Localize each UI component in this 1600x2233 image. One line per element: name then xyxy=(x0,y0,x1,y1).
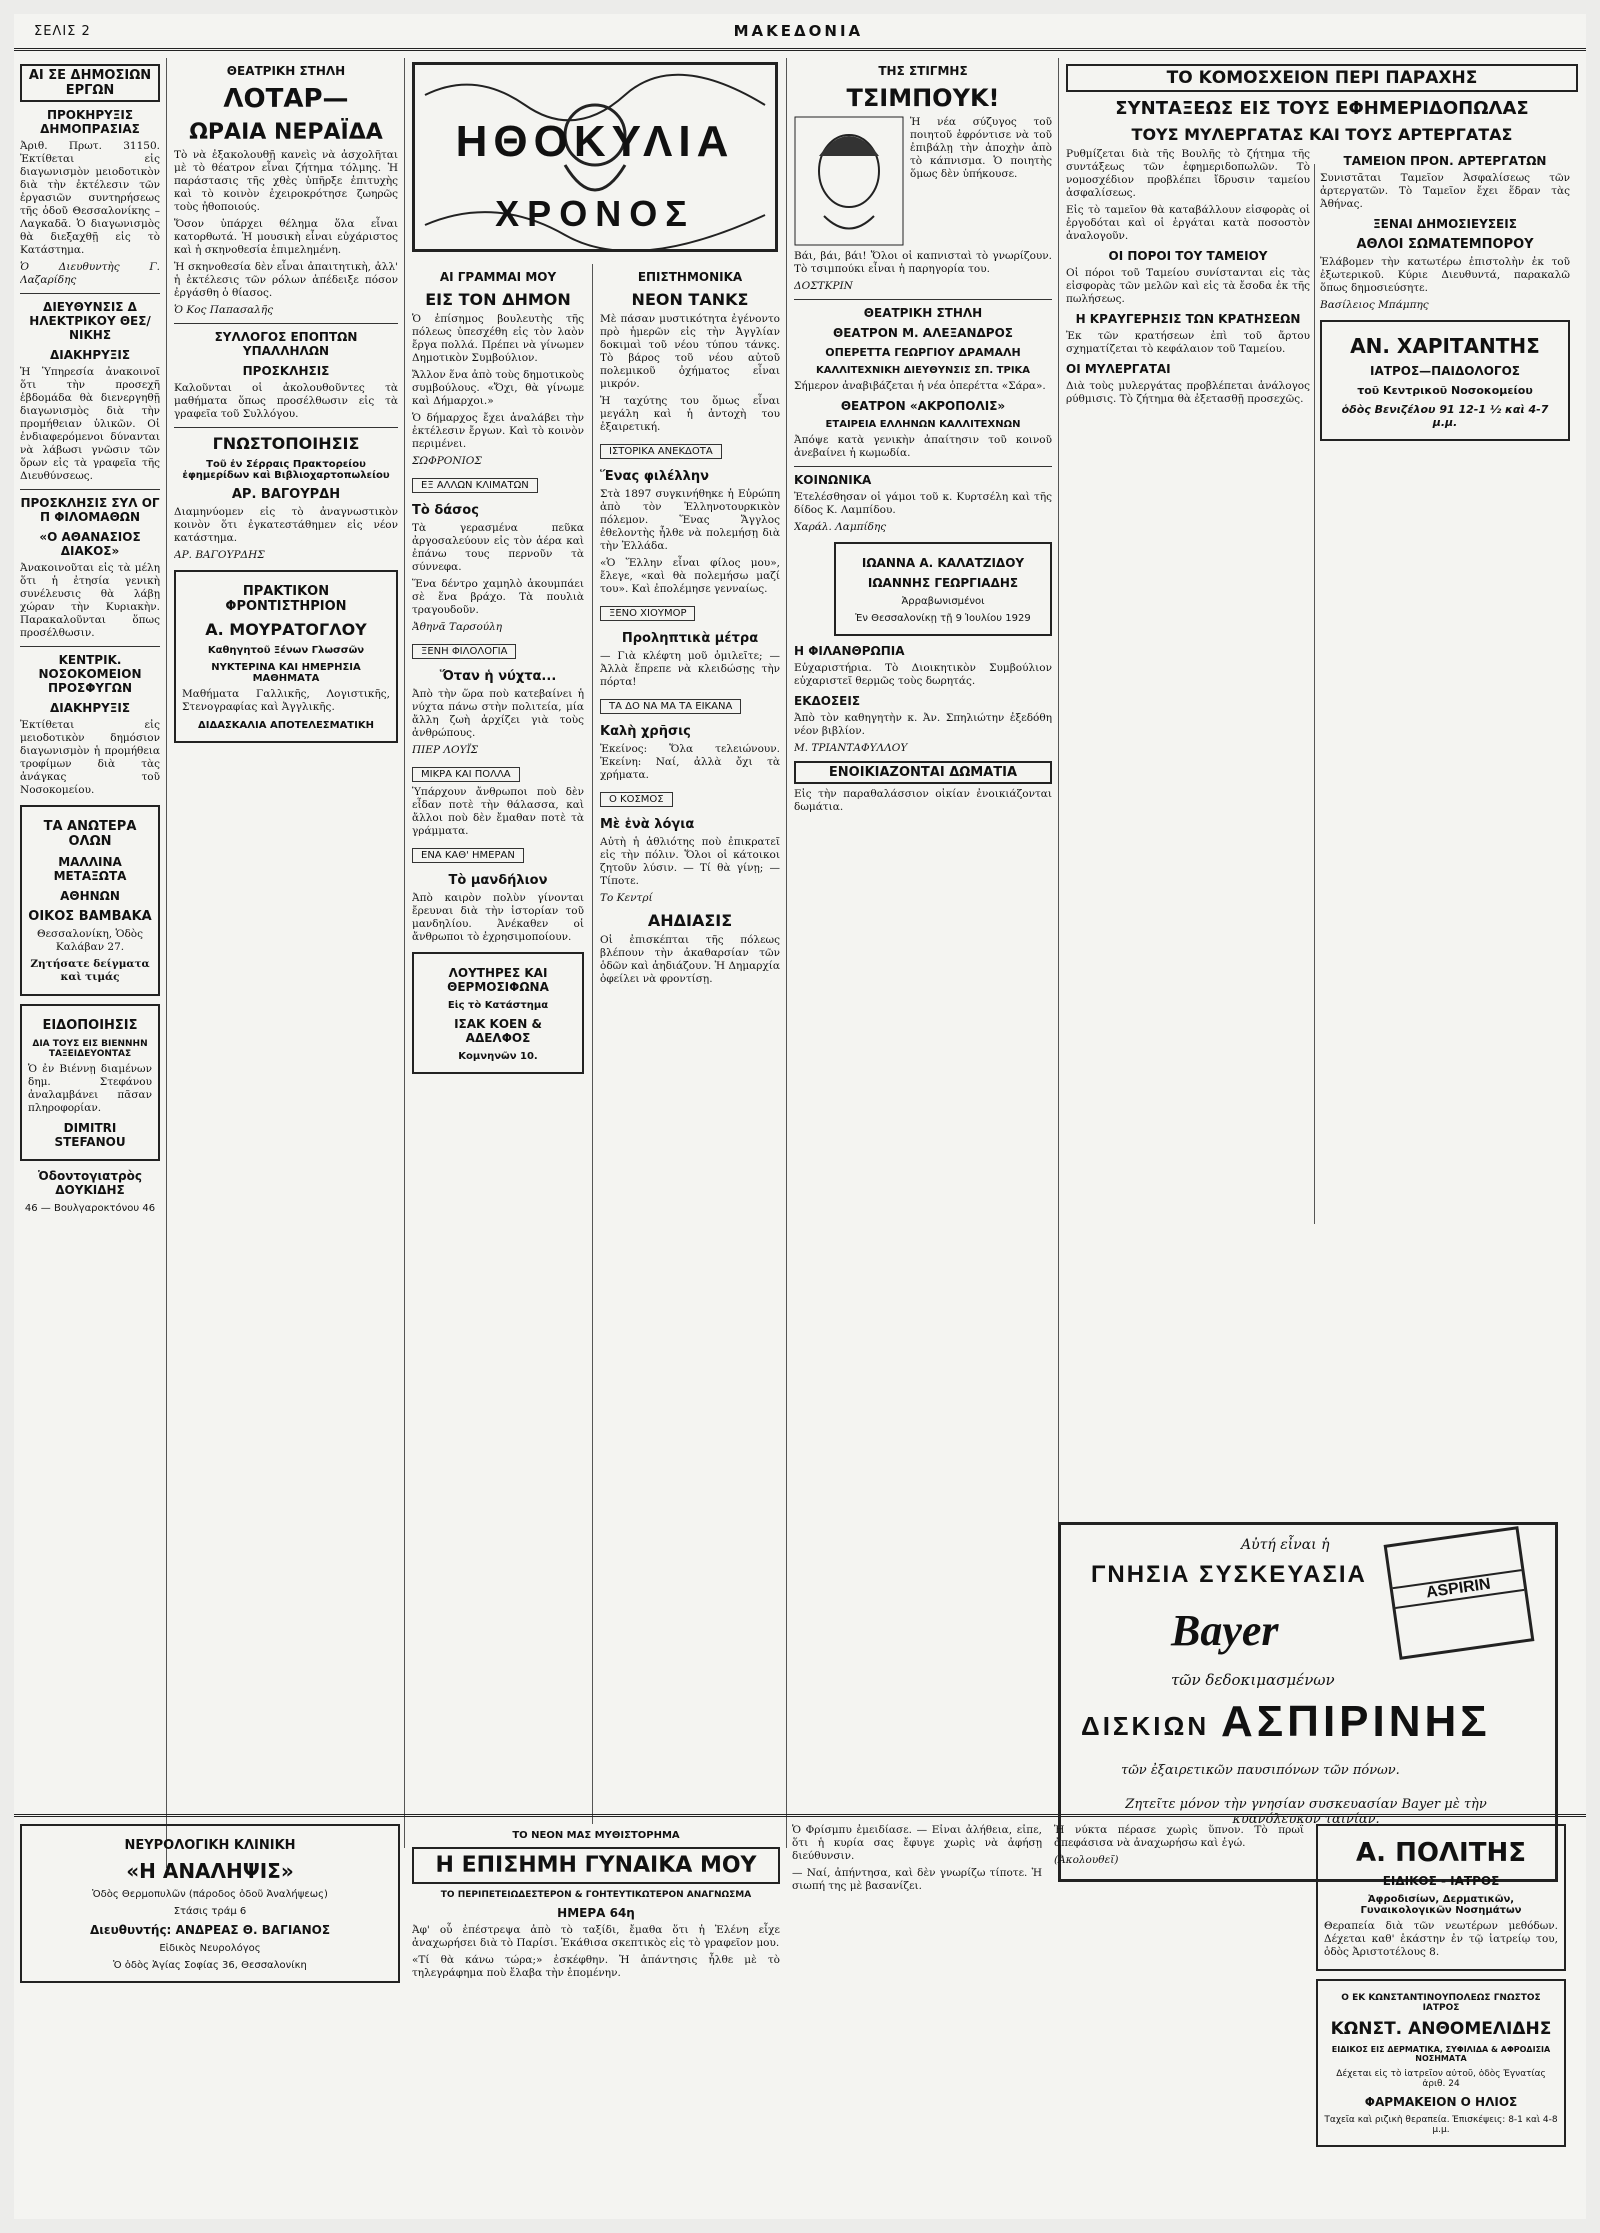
notice-title: ΓΝΩΣΤΟΠΟΙΗΣΙΣ xyxy=(212,434,360,453)
bottom-left-ads xyxy=(20,1824,400,2214)
article-title: ΝΕΟΝ ΤΑΝΚΣ xyxy=(631,290,749,309)
notice-subtitle: Τοῦ ἐν Σέρραις Πρακτορείου ἐφημερίδων καὶ Βιβλιοχαρτοπωλείου xyxy=(182,459,390,481)
ad-hours: Ταχεῖα καὶ ριζικὴ θεραπεία. Ἐπισκέψεις: 8-1 καὶ 4-8 μ.μ. xyxy=(1324,2115,1558,2135)
ornament-banner xyxy=(412,62,778,252)
article-title: Προληπτικὰ μέτρα xyxy=(621,631,759,646)
ad-line: ΔΙΣΚΙΩΝ xyxy=(1081,1711,1210,1741)
ad-name: ΚΩΝΣΤ. ΑΝΘΟΜΕΛΙΔΗΣ xyxy=(1330,2019,1552,2039)
column-theatre xyxy=(174,58,398,1848)
ad-subtitle: ΕΙΔΙΚΟΣ ΕΙΣ ΔΕΡΜΑΤΙΚΑ, ΣΥΦΙΛΙΔΑ & ΑΦΡΟΔΙΣΙΑ ΝΟΣΗΜΑΤΑ xyxy=(1331,2045,1551,2063)
article-title: ΛΟΤΑΡ— xyxy=(223,84,349,114)
novel-header xyxy=(412,1824,780,1984)
ad-title: ΤΑ ΑΝΩΤΕΡΑ ΟΛΩΝ xyxy=(43,819,137,849)
novel-day: ΗΜΕΡΑ 64η xyxy=(557,1906,635,1920)
ad-address: Ὁ ὁδὸς Ἁγίας Σοφίας 36, Θεσσαλονίκη xyxy=(113,1960,307,1971)
engagement-name: ΙΩΑΝΝΑ Α. ΚΑΛΑΤΖΙΔΟΥ xyxy=(861,556,1025,570)
ad-title: ΠΡΑΚΤΙΚΟΝ ΦΡΟΝΤΙΣΤΗΡΙΟΝ xyxy=(225,584,347,614)
article-title: ΤΣΙΜΠΟΥΚ! xyxy=(846,84,1000,112)
article-subtitle: ΤΑΜΕΙΟΝ ΠΡΟΝ. ΑΡΤΕΡΓΑΤΩΝ xyxy=(1343,154,1547,168)
newspaper-page xyxy=(14,14,1586,2219)
ad-line: ΑΘΗΝΩΝ xyxy=(60,889,120,903)
theatre-company: ΕΤΑΙΡΕΙΑ ΕΛΛΗΝΩΝ ΚΑΛΛΙΤΕΧΝΩΝ xyxy=(825,419,1021,430)
notice-name: ΑΡ. ΒΑΓΟΥΡΔΗ xyxy=(231,487,341,502)
column-science xyxy=(600,264,780,1804)
theatre-company: ΟΠΕΡΕΤΤΑ ΓΕΩΡΓΙΟΥ ΔΡΑΜΑΛΗ xyxy=(825,346,1021,359)
section-divider xyxy=(14,1814,1586,1817)
section-label: ΜΙΚΡΑ ΚΑΙ ΠΟΛΛΑ xyxy=(412,767,520,782)
section-label: ΕΠΙΣΤΗΜΟΝΙΚΑ xyxy=(637,270,743,284)
ad-boilers-box xyxy=(412,952,584,1074)
article-title: Ἕνας φιλέλλην xyxy=(600,469,709,484)
ad-tagline: Ζητήσατε δείγματα καὶ τιμάς xyxy=(30,958,150,983)
article-title: Καλὴ χρῆσις xyxy=(600,724,691,739)
notice-title: ΣΥΛΛΟΓΟΣ ΕΠΟΠΤΩΝ ΥΠΑΛΛΗΛΩΝ xyxy=(214,330,358,358)
article-text: Ἐκ τῶν κρατήσεων ἐπὶ τοῦ ἄρτου σχηματίζεται τὸ κεφάλαιον τοῦ Ταμείου. xyxy=(1066,330,1310,355)
notice-subtitle: ΠΡΟΣΚΛΗΣΙΣ xyxy=(242,364,330,378)
ad-line: Στάσις τράμ 6 xyxy=(173,1906,247,1917)
ad-shop: ΟΙΚΟΣ ΒΑΜΒΑΚΑ xyxy=(28,909,152,924)
article-title: ΕΙΣ ΤΟΝ ΔΗΜΟΝ xyxy=(425,290,571,309)
ad-director: Διευθυντής: ΑΝΔΡΕΑΣ Θ. ΒΑΓΙΑΝΟΣ xyxy=(89,1923,331,1937)
ad-anthomelidis-box xyxy=(1316,1979,1566,2147)
theatre-direction: ΚΑΛΛΙΤΕΧΝΙΚΗ ΔΙΕΥΘΥΝΣΙΣ ΣΠ. ΤΡΙΚΑ xyxy=(815,365,1031,376)
article-title: Τὸ δάσος xyxy=(412,503,479,518)
dentist-name: Ὀδοντογιατρὸς ΔΟΥΚΙΔΗΣ xyxy=(38,1169,142,1197)
ad-subtitle: Καθηγητοῦ Ξένων Γλωσσῶν xyxy=(207,645,365,656)
ad-line: τῶν ἐξαιρετικῶν παυσιπόνων τῶν πόνων. xyxy=(1121,1763,1400,1778)
column-rule xyxy=(1058,58,1059,1538)
article-title: Μὲ ἑνὰ λόγια xyxy=(600,817,695,832)
article-title: ΩΡΑΙΑ ΝΕΡΑΪΔΑ xyxy=(189,120,383,145)
ad-name: «Η ΑΝΑΛΗΨΙΣ» xyxy=(126,1859,294,1883)
section-label: ΕΝΑ ΚΑΘ' ΗΜΕΡΑΝ xyxy=(412,848,524,863)
section-label: ΚΟΙΝΩΝΙΚΑ xyxy=(794,473,872,487)
article-signature: ΣΩΦΡΟΝΙΟΣ xyxy=(412,455,482,467)
ad-tagline: Ζητεῖτε μόνον τὴν γνησίαν συσκευασίαν Bayer μὲ τὴν κυανόλευκον ταινίαν. xyxy=(1125,1797,1487,1827)
article-text: Ἐκείνος: Ὅλα τελειώνουν. Ἐκείνη: Ναί, ἀλλὰ ὄχι τὰ χρήματα. xyxy=(600,743,780,781)
novel-text: Ἀφ' οὗ ἐπέστρεψα ἀπὸ τὸ ταξίδι, ἔμαθα ὅτι ἡ Ἐλένη εἶχε ἀναχωρήσει διὰ τὸ Παρίσι. Ἐκάθισα σκεπτικὸς εἰς τὸ γραφεῖον μου. xyxy=(412,1924,780,1949)
article-text: Ὅσον ὑπάρχει θέλημα ὅλα εἶναι κατορθωτά. Ἡ μουσικὴ εἶναι εὐχάριστος καὶ ἡ σκηνοθεσία ἐπιμελημένη. xyxy=(174,218,398,256)
ad-neurology-box xyxy=(20,1824,400,1983)
ad-title: ΓΝΗΣΙΑ ΣΥΣΚΕΥΑΣΙΑ xyxy=(1091,1561,1367,1588)
article-text: Τὸ νὰ ἐξακολουθῇ κανεὶς νὰ ἀσχολῆται μὲ τὸ θέατρον εἶναι ζήτημα τόλμης. Ἡ παράστασις τῆς χθὲς ὑπῆρξε ἐπιτυχὴς καὶ τὸ κοινὸν ἐχειροκρότησε ζωηρῶς τοὺς ἠθοποιούς. xyxy=(174,149,398,213)
ad-address: Δέχεται εἰς τὸ ἰατρεῖον αὐτοῦ, ὁδὸς Ἐγνατίας ἀριθ. 24 xyxy=(1336,2069,1546,2089)
article-text: Ἐλάβομεν τὴν κατωτέρω ἐπιστολὴν ἐκ τοῦ ἐξωτερικοῦ. Κύριε Διευθυντά, παρακαλῶ ὅπως δημοσιεύσητε. xyxy=(1320,256,1570,294)
section-label: ΙΣΤΟΡΙΚΑ ΑΝΕΚΔΟΤΑ xyxy=(600,444,722,459)
ad-title: ΙΑΤΡΟΣ—ΠΑΙΔΟΛΟΓΟΣ xyxy=(1370,364,1520,378)
ad-pharmacy: ΦΑΡΜΑΚΕΙΟΝ Ο ΗΛΙΟΣ xyxy=(1364,2095,1518,2109)
article-subtitle: Η ΚΡΑΥΓΕΡΗΣΙΣ ΤΩΝ ΚΡΑΤΗΣΕΩΝ xyxy=(1075,312,1301,326)
notice-title: ΔΙΕΥΘΥΝΣΙΣ Δ ΗΛΕΚΤΡΙΚΟΥ ΘΕΣ/ΝΙΚΗΣ xyxy=(29,300,151,342)
article-title: ΤΟΥΣ ΜΥΛΕΡΓΑΤΑΣ ΚΑΙ ΤΟΥΣ ΑΡΤΕΡΓΑΤΑΣ xyxy=(1131,125,1513,144)
article-text: Οἱ πόροι τοῦ Ταμείου συνίστανται εἰς τὰς εἰσφορὰς τῶν μελῶν καὶ εἰς τὰ ἔσοδα ἐκ τῆς πωλήσεως. xyxy=(1066,267,1310,305)
article-text: «Ὁ Ἕλλην εἶναι φίλος μου», ἔλεγε, «καὶ θὰ πολεμήσω μαζί του». Καὶ ἐπολέμησε γενναίως. xyxy=(600,557,780,595)
ad-line: Αὐτή εἶναι ἡ xyxy=(1241,1537,1330,1553)
novel-continued: (Ἀκολουθεῖ) xyxy=(1054,1854,1119,1866)
ad-line: Εἰδικὸς Νευρολόγος xyxy=(159,1943,261,1954)
rooms-title: ΕΝΟΙΚΙΑΖΟΝΤΑΙ ΔΩΜΑΤΙΑ xyxy=(794,761,1052,784)
package-label: ASPIRIN xyxy=(1393,1569,1525,1609)
dentist-address: 46 — Βουλγαροκτόνου 46 xyxy=(24,1203,156,1214)
engagement-name: ΙΩΑΝΝΗΣ ΓΕΩΡΓΙΑΔΗΣ xyxy=(867,576,1019,590)
article-text: Ὁ δήμαρχος ἔχει ἀναλάβει τὴν ἐκτέλεσιν ἔργων. Καὶ τὸ κοινὸν περιμένει. xyxy=(412,412,584,450)
page-number: ΣΕΛΙΣ 2 xyxy=(34,23,91,39)
column-rule xyxy=(786,58,787,1848)
article-title: Τὸ μανδήλιον xyxy=(448,873,548,888)
notice-subtitle: «Ο ΑΘΑΝΑΣΙΟΣ ΔΙΑΚΟΣ» xyxy=(39,530,141,558)
article-text: — Γιὰ κλέφτη μοῦ ὁμιλεῖτε; — Ἀλλὰ ἔπρεπε νὰ κλειδώσῃς τὴν πόρτα! xyxy=(600,650,780,688)
article-text: Ὑπάρχουν ἄνθρωποι ποὺ δὲν εἶδαν ποτὲ τὴν θάλασσα, καὶ ἄλλοι ποὺ δὲν ἔμαθαν ποτὲ τὰ γράμματα. xyxy=(412,786,584,837)
ad-silk-box xyxy=(20,805,160,996)
article-text: Ἕνα δέντρο χαμηλὸ ἀκουμπάει σὲ ἕνα βράχο. Τὰ πουλιὰ τραγουδοῦν. xyxy=(412,578,584,616)
ad-product: ΑΣΠΙΡΙΝΗΣ xyxy=(1221,1697,1491,1746)
bottom-doctor-ads xyxy=(1316,1824,1566,2155)
section-label: ΞΕΝΗ ΦΙΛΟΛΟΓΙΑ xyxy=(412,644,516,659)
article-text: Ἀπὸ τὴν ὥρα ποὺ κατεβαίνει ἡ νύχτα πάνω στὴν πολιτεία, μία ἄλλη ζωὴ ἀρχίζει γιὰ τοὺς ἀνθρώπους. xyxy=(412,688,584,739)
section-label: ΘΕΑΤΡΙΚΗ ΣΤΗΛΗ xyxy=(863,306,983,320)
newspaper-title: ΜΑΚΕΔΟΝΙΑ xyxy=(733,22,864,40)
section-label: ΕΞ ΑΛΛΩΝ ΚΛΙΜΑΤΩΝ xyxy=(412,478,538,493)
article-signature: Ὁ Κος Παπασαλῆς xyxy=(174,304,274,316)
serial-novel xyxy=(412,1824,1578,2214)
ad-address: Θεσσαλονίκη, Ὁδὸς Καλάβαν 27. xyxy=(36,928,144,953)
ad-subtitle: τοῦ Κεντρικοῦ Νοσοκομείου xyxy=(1357,384,1533,397)
charity-text: Εὐχαριστήρια. Τὸ Διοικητικὸν Συμβούλιον εὐχαριστεῖ θερμῶς τοὺς δωρητάς. xyxy=(794,662,1052,687)
notice-subtitle: ΔΙΑΚΗΡΥΞΙΣ xyxy=(49,701,131,715)
publications-text: Ἀπὸ τὸν καθηγητὴν κ. Ἀν. Σπηλιώτην ἐξεδόθη νέον βιβλίον. xyxy=(794,712,1052,737)
notice-text: Ἀνακοινοῦται εἰς τὰ μέλη ὅτι ἡ ἐτησία γενικὴ συνέλευσις θὰ λάβῃ χώραν τὴν Κυριακὴν. Παρακαλοῦνται ὅπως προσέλθωσιν. xyxy=(20,562,160,639)
social-signature: Χαράλ. Λαμπίδης xyxy=(794,521,887,533)
notice-signature: Ὁ Διευθυντὴς Γ. Λαζαρίδης xyxy=(20,261,160,286)
ornament-title: ΗΘΟΚΥΛΙΑ xyxy=(455,117,735,166)
ad-name: ΙΣΑΚ ΚΟΕΝ & ΑΔΕΛΦΟΣ xyxy=(454,1017,542,1045)
column-public-notices xyxy=(20,58,160,1848)
ad-subtitle: Εἰς τὸ Κατάστημα xyxy=(447,1000,549,1011)
rooms-text: Εἰς τὴν παραθαλάσσιον οἰκίαν ἐνοικιάζονται δωμάτια. xyxy=(794,788,1052,813)
column-rule xyxy=(166,58,167,1868)
section-label: Η ΦΙΛΑΝΘΡΩΠΙΑ xyxy=(794,644,905,658)
engagement-box xyxy=(834,542,1052,636)
masthead xyxy=(14,14,1586,51)
article-title: ΣΥΝΤΑΞΕΩΣ ΕΙΣ ΤΟΥΣ ΕΦΗΜΕΡΙΔΟΠΩΛΑΣ xyxy=(1115,98,1529,119)
ad-text: Ὁ ἐν Βιέννῃ διαμένων δημ. Στεφάνου ἀναλαμβάνει πᾶσαν πληροφορίαν. xyxy=(28,1063,152,1114)
article-title: ΑΗΔΙΑΣΙΣ xyxy=(647,911,733,930)
novel-title: Η ΕΠΙΣΗΜΗ ΓΥΝΑΙΚΑ ΜΟΥ xyxy=(412,1847,780,1884)
engagement-date: Ἐν Θεσσαλονίκῃ τῇ 9 Ἰουλίου 1929 xyxy=(855,613,1031,624)
social-text: Ἐτελέσθησαν οἱ γάμοι τοῦ κ. Κυρτσέλη καὶ τῆς δίδος Κ. Λαμπίδου. xyxy=(794,491,1052,516)
article-text: Στὰ 1897 συγκινήθηκε ἡ Εὐρώπη ἀπὸ τὸν Ἑλληνοτουρκικὸν πόλεμον. Ἕνας Ἄγγλος ἐθελοντὴς ἦλθε νὰ πολεμήσῃ διὰ τὴν Ἑλλάδα. xyxy=(600,488,780,552)
ad-name: Α. ΠΟΛΙΤΗΣ xyxy=(1356,1838,1526,1868)
notice-text: Ἡ Ὑπηρεσία ἀνακοινοῖ ὅτι τὴν προσεχῆ ἑβδομάδα θὰ διενεργηθῇ διαγωνισμὸς διὰ τὴν προμήθειαν ὑλικῶν. Οἱ ἐνδιαφερόμενοι δύνανται νὰ λάβωσι γνῶσιν τῶν ὅρων εἰς τὰ γραφεῖα τῆς Διευθύνσεως. xyxy=(20,366,160,482)
section-label: ΤΗΣ ΣΤΙΓΜΗΣ xyxy=(878,64,968,78)
ad-line: ΜΑΛΛΙΝΑ ΜΕΤΑΞΩΤΑ xyxy=(53,855,127,883)
article-text: Ἡ σκηνοθεσία δὲν εἶναι ἀπαιτητικὴ, ἀλλ' ἡ ἐκτέλεσις τῶν ρόλων ἀπέδειξε πόσον ἐργάσθη ὁ θίασος. xyxy=(174,261,398,299)
section-label: ΞΕΝΑΙ ΔΗΜΟΣΙΕΥΣΕΙΣ xyxy=(1373,217,1517,231)
section-label: ΕΚΔΟΣΕΙΣ xyxy=(794,694,861,708)
notice-text: Διαμηνύομεν εἰς τὸ ἀναγνωστικὸν κοινὸν ὅτι ἐγκατεστάθημεν εἰς νέον κατάστημα. xyxy=(174,506,398,544)
article-text: Βάι, βάι, βάι! Ὅλοι οἱ καπνισταὶ τὸ γνωρίζουν. Τὸ τσιμπούκι εἶναι ἡ παρηγορία του. xyxy=(794,250,1052,275)
ad-title: ΕΙΔΟΠΟΙΗΣΙΣ xyxy=(42,1018,138,1033)
ad-tagline: ΔΙΔΑΣΚΑΛΙΑ ΑΠΟΤΕΛΕΣΜΑΤΙΚΗ xyxy=(198,720,374,731)
article-text: Ἄλλον ἕνα ἀπὸ τοὺς δημοτικοὺς συμβούλους. «Ὄχι, θὰ γίνωμε καὶ Δήμαρχοι.» xyxy=(412,369,584,407)
ad-text: Μαθήματα Γαλλικῆς, Λογιστικῆς, Στενογραφίας καὶ Ἀγγλικῆς. xyxy=(182,688,390,713)
publications-signature: Μ. ΤΡΙΑΝΤΑΦΥΛΛΟΥ xyxy=(794,742,908,754)
column-pensions xyxy=(1066,58,1578,1528)
pensions-left-column xyxy=(1066,148,1310,449)
ad-sign: DIMITRI STEFANOU xyxy=(54,1121,126,1149)
novel-subtitle: ΤΟ ΠΕΡΙΠΕΤΕΙΩΔΕΣΤΕΡΟΝ & ΓΟΗΤΕΥΤΙΚΩΤΕΡΟΝ ΑΝΑΓΝΩΣΜΑ xyxy=(440,1890,752,1900)
notice-signature: ΑΡ. ΒΑΓΟΥΡΔΗΣ xyxy=(174,549,265,561)
article-title: ΤΟ ΚΟΜΟΣΧΕΙΟΝ ΠΕΡΙ ΠΑΡΑΧΗΣ xyxy=(1066,64,1578,92)
notice-text: Ἐκτίθεται εἰς μειοδοτικὸν δημόσιον διαγωνισμὸν ἡ προμήθεια τροφίμων διὰ τὰς ἀνάγκας τοῦ Νοσοκομείου. xyxy=(20,719,160,796)
novel-column xyxy=(792,1824,1042,1897)
ad-address: ὁδὸς Βενιζέλου 91 12-1 ½ καὶ 4-7 μ.μ. xyxy=(1341,403,1549,429)
article-signature: ΠΙΕΡ ΛΟΥΪΣ xyxy=(412,744,479,756)
aspirin-package xyxy=(1384,1526,1535,1660)
bayer-logo: Bayer xyxy=(1171,1606,1279,1655)
notice-subtitle: ΔΙΑΚΗΡΥΞΙΣ xyxy=(49,348,131,362)
section-label: ΞΕΝΟ ΧΙΟΥΜΟΡ xyxy=(600,606,695,621)
ornament-subtitle: ΧΡΟΝΟΣ xyxy=(495,193,695,234)
article-text: Μὲ πάσαν μυστικότητα ἐγένοντο πρὸ ἡμερῶν εἰς τὴν Ἀγγλίαν δοκιμαὶ τοῦ νέου τύπου τάνκς. Τὸ βάρος τοῦ νέου αὐτοῦ πολεμικοῦ ὀχήματος εἶναι μικρόν. xyxy=(600,313,780,390)
notice-text: Καλοῦνται οἱ ἀκολουθοῦντες τὰ μαθήματα ὅπως προσέλθωσιν εἰς τὰ γραφεῖα τοῦ Συλλόγου. xyxy=(174,382,398,420)
ad-address: Ὁδὸς Θερμοπυλῶν (πάροδος ὁδοῦ Ἀναλήψεως) xyxy=(92,1889,328,1900)
theatre-name: ΘΕΑΤΡΟΝ Μ. ΑΛΕΞΑΝΔΡΟΣ xyxy=(833,326,1013,340)
article-signature: Το Κεντρί xyxy=(600,892,653,904)
novel-kicker: ΤΟ ΝΕΟΝ ΜΑΣ ΜΥΘΙΣΤΟΡΗΜΑ xyxy=(512,1830,680,1841)
column-essays xyxy=(412,264,584,1804)
theatre-name: ΘΕΑΤΡΟΝ «ΑΚΡΟΠΟΛΙΣ» xyxy=(840,399,1006,413)
article-title: Ὅταν ἡ νύχτα... xyxy=(439,669,557,684)
novel-text: «Τί θὰ κάνω τώρα;» ἐσκέφθην. Ἡ ἀπάντησις ἦλθε μὲ τὸ τηλεγράφημα ποὺ ἔλαβα τὴν ἑπομένην. xyxy=(412,1954,780,1979)
engagement-status: Ἀρραβωνισμένοι xyxy=(901,596,985,607)
ad-kicker: Ο ΕΚ ΚΩΝΣΤΑΝΤΙΝΟΥΠΟΛΕΩΣ ΓΝΩΣΤΟΣ ΙΑΤΡΟΣ xyxy=(1341,1993,1541,2013)
theatre-text: Σήμερον ἀναβιβάζεται ἡ νέα ὀπερέττα «Σάρα». xyxy=(794,380,1046,392)
section-label: ΘΕΑΤΡΙΚΗ ΣΤΗΛΗ xyxy=(226,64,346,78)
ad-line: τῶν δεδοκιμασμένων xyxy=(1171,1671,1335,1689)
notice-title: ΚΕΝΤΡΙΚ. ΝΟΣΟΚΟΜΕΙΟΝ ΠΡΟΣΦΥΓΩΝ xyxy=(38,653,142,695)
ad-line: ΝΥΚΤΕΡΙΝΑ ΚΑΙ ΗΜΕΡΗΣΙΑ ΜΑΘΗΜΑΤΑ xyxy=(211,662,361,684)
article-text: Ρυθμίζεται διὰ τῆς Βουλῆς τὸ ζήτημα τῆς συντάξεως τῶν ἐφημεριδοπωλῶν. Τὸ νομοσχέδιον προβλέπει ἴδρυσιν ταμείου ἀσφαλίσεως. xyxy=(1066,148,1310,199)
article-subtitle: ΟΙ ΠΟΡΟΙ ΤΟΥ ΤΑΜΕΙΟΥ xyxy=(1108,249,1268,263)
column-rule xyxy=(404,58,405,1848)
article-subtitle: ΟΙ ΜΥΛΕΡΓΑΤΑΙ xyxy=(1066,362,1171,376)
notice-title: ΠΡΟΣΚΛΗΣΙΣ ΣΥΛ ΟΓ Π ΦΙΛΟΜΑΘΩΝ xyxy=(20,496,160,524)
novel-text: Ἡ νύκτα πέρασε χωρὶς ὕπνον. Τὸ πρωΐ ἀπεφάσισα νὰ ἀναχωρήσω καὶ ἐγώ. xyxy=(1054,1824,1304,1849)
article-text: Εἰς τὸ ταμεῖον θὰ καταβάλλουν εἰσφορὰς οἱ ἐργοδόται καὶ οἱ ἐργάται κατὰ ποσοστὸν ἀναλογοῦν. xyxy=(1066,204,1310,242)
ad-address: Κομνηνῶν 10. xyxy=(458,1051,538,1062)
novel-column xyxy=(1054,1824,1304,1871)
ad-title: ΕΙΔΙΚΟΣ - ΙΑΤΡΟΣ xyxy=(1382,1874,1500,1888)
article-signature: Βασίλειος Μπάμπης xyxy=(1320,299,1429,311)
novel-text: Ὁ Φρίσμπυ ἐμειδίασε. — Εἶναι ἀλήθεια, εἶπε, ὅτι ἡ κυρία σας ἔφυγε χωρὶς νὰ ἀφήσῃ διεύθυνσιν. xyxy=(792,1824,1042,1862)
article-text: Συνιστᾶται Ταμεῖον Ἀσφαλίσεως τῶν ἀρτεργατῶν. Τὸ Ταμεῖον ἔχει ἕδραν τὰς Ἀθήνας. xyxy=(1320,172,1570,210)
ad-tutoring-box xyxy=(174,570,398,743)
article-text: Τὰ γερασμένα πεῦκα ἀργοσαλεύουν εἰς τὸν ἀέρα καὶ ἐπάνω τους περνοῦν τὰ σύννεφα. xyxy=(412,522,584,573)
ad-doctor-box xyxy=(1320,320,1570,441)
section-label: ΤΑ ΔΟ ΝΑ ΜΑ ΤΑ ΕΙΚΑΝΑ xyxy=(600,699,741,714)
section-label: Ο ΚΟΣΜΟΣ xyxy=(600,792,673,807)
ad-title: ΝΕΥΡΟΛΟΓΙΚΗ ΚΛΙΝΙΚΗ xyxy=(124,1838,296,1853)
article-signature: ΔΟΣΤΚΡΙΝ xyxy=(794,280,853,292)
article-text: Ἀπὸ καιρὸν πολὺν γίνονται ἔρευναι διὰ τὴν ἱστορίαν τοῦ μανδηλίου. Ἀνέκαθεν οἱ ἄνθρωποι τὸ ἐχρησιμοποίουν. xyxy=(412,892,584,943)
ad-subtitle: ΔΙΑ ΤΟΥΣ ΕΙΣ ΒΙΕΝΝΗΝ ΤΑΞΕΙΔΕΥΟΝΤΑΣ xyxy=(32,1039,148,1059)
notice-subtitle: ΠΡΟΚΗΡΥΞΙΣ ΔΗΜΟΠΡΑΣΙΑΣ xyxy=(40,108,140,136)
theatre-text: Ἀπόψε κατὰ γενικὴν ἀπαίτησιν τοῦ κοινοῦ ἀνεβαίνει ἡ κωμωδία. xyxy=(794,434,1052,459)
ad-subtitle: Ἀφροδισίων, Δερματικῶν, Γυναικολογικῶν Νοσημάτων xyxy=(1360,1894,1522,1916)
ad-title: ΛΟΥΤΗΡΕΣ ΚΑΙ ΘΕΡΜΟΣΙΦΩΝΑ xyxy=(447,966,549,994)
article-text: Ἡ ταχύτης του ὅμως εἶναι μεγάλη καὶ ἡ ἀντοχὴ του ἐξαιρετική. xyxy=(600,395,780,433)
article-text: Διὰ τοὺς μυλεργάτας προβλέπεται ἀνάλογος ρύθμισις. Τὸ ζήτημα θὰ ἐξετασθῇ προσεχῶς. xyxy=(1066,380,1310,405)
article-text: Ὁ ἐπίσημος βουλευτὴς τῆς πόλεως ὑπεσχέθη εἰς τὸν λαὸν ἔργα πολλά. Πρέπει νὰ γίνωμεν Δημοτικὸν Συμβούλιον. xyxy=(412,313,584,364)
article-text: Αὐτὴ ἡ ἀθλιότης ποὺ ἐπικρατεῖ εἰς τὴν πόλιν. Ὅλοι οἱ κάτοικοι ζητοῦν λύσιν. — Τί θὰ γίνῃ; — Τίποτε. xyxy=(600,836,780,887)
novel-text: — Ναί, ἀπήντησα, καὶ δὲν γνωρίζω τίποτε. Ἡ σιωπή της μὲ βασανίζει. xyxy=(792,1867,1042,1892)
ad-politis-box xyxy=(1316,1824,1566,1971)
article-title: ΑΘΛΟΙ ΣΩΜΑΤΕΜΠΟΡΟΥ xyxy=(1356,237,1534,252)
caricature-illustration xyxy=(794,116,904,246)
notice-title: ΑΙ ΣΕ ΔΗΜΟΣΙΩΝ ΕΡΓΩΝ xyxy=(20,64,160,102)
ad-text: Θεραπεία διὰ τῶν νεωτέρων μεθόδων. Δέχεται καθ' ἑκάστην ἐν τῷ ἰατρείῳ του, ὁδὸς Ἀριστοτέλους 8. xyxy=(1324,1920,1558,1958)
column-moment xyxy=(794,58,1052,1848)
section-label: ΑΙ ΓΡΑΜΜΑΙ ΜΟΥ xyxy=(439,270,557,284)
article-text: Ἡ νέα σύζυγος τοῦ ποιητοῦ ἐφρόντισε νὰ τοῦ ἐπιβάλῃ τὴν ἀποχὴν ἀπὸ τὸ κάπνισμα. Ὁ ποιητὴς ὅμως δὲν ὑπήκουσε. xyxy=(910,116,1052,180)
article-text: Οἱ ἐπισκέπται τῆς πόλεως βλέπουν τὴν ἀκαθαρσίαν τῶν ὁδῶν καὶ ἀηδιάζουν. Ἡ Δημαρχία ὀφείλει νὰ φροντίσῃ. xyxy=(600,934,780,985)
notice-text: Ἀριθ. Πρωτ. 31150. Ἐκτίθεται εἰς διαγωνισμὸν μειοδοτικὸν διὰ τὴν ἐκτέλεσιν τῶν ἐργασιῶν συντηρήσεως τῆς ὁδοῦ Θεσσαλονίκης – Λαγκαδᾶ. Ὁ διαγωνισμὸς θὰ διεξαχθῇ εἰς τὸ Κατάστημα. xyxy=(20,140,160,256)
article-signature: Ἀθηνᾶ Ταρσούλη xyxy=(412,621,503,633)
column-rule xyxy=(592,264,593,1824)
ad-name: Α. ΜΟΥΡΑΤΟΓΛΟΥ xyxy=(205,620,367,639)
ad-name: ΑΝ. ΧΑΡΙΤΑΝΤΗΣ xyxy=(1350,334,1540,358)
ad-vienna-box xyxy=(20,1004,160,1161)
pensions-right-column xyxy=(1320,148,1570,449)
